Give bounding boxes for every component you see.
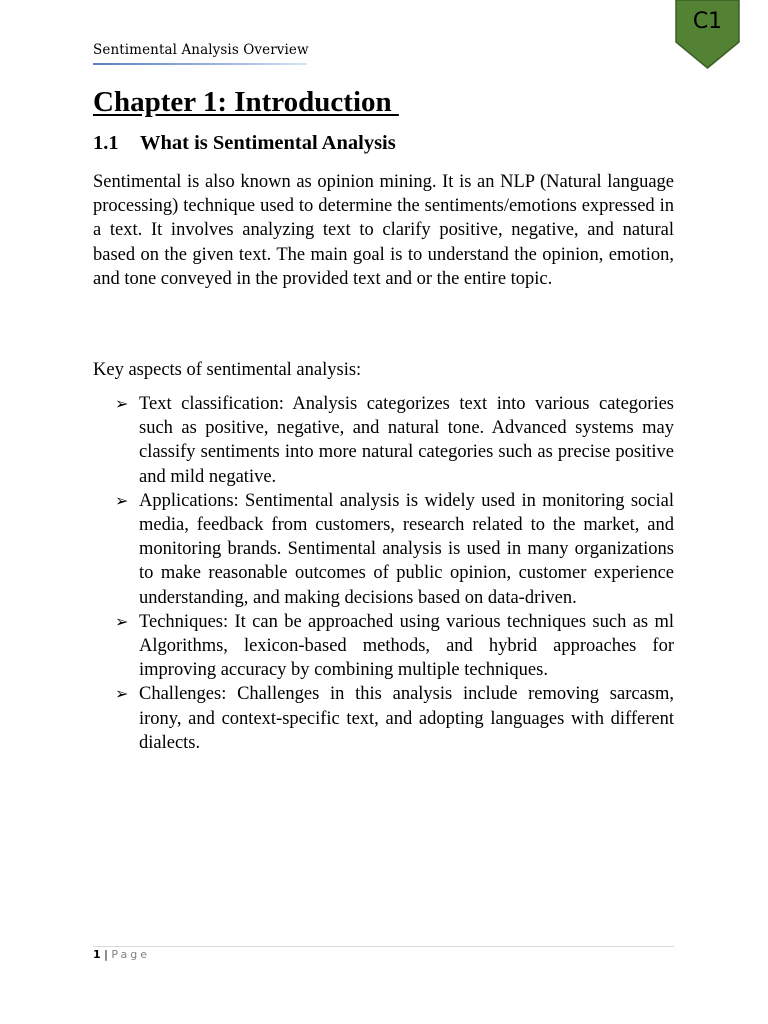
list-item-text: Challenges: Challenges in this analysis include removing sarcasm, irony, and context-specific text, and adopting languages with different dialects. [139, 684, 674, 753]
intro-paragraph: Sentimental is also known as opinion mining. It is an NLP (Natural language processing) technique used to determine the sentiments/emotions expressed in a text. It involves analyzing text to clarify positive, negative, and natural based on the given text. The main goal is to understand the opinion, emotion, and tone conveyed in the provided text and or the entire topic. [93, 172, 674, 289]
list-item-text: Techniques: It can be approached using various techniques such as ml Algorithms, lexicon-based methods, and hybrid approaches for improving accuracy by combining multiple techniques. [139, 611, 674, 681]
page-footer [93, 948, 150, 961]
key-aspects-list [93, 392, 674, 755]
list-item [93, 489, 674, 610]
arrow-bullet-icon: ➢ [115, 394, 129, 413]
list-item [93, 682, 674, 755]
footer-separator: | [104, 948, 108, 961]
list-item-text: Text classification: Analysis categorizes text into various categories such as positive, negative, and natural tone. Advanced systems may classify sentiments into more natural categories such as precise positive and mild negative. [139, 394, 674, 487]
list-item-text: Applications: Sentimental analysis is widely used in monitoring social media, feedback from customers, research related to the market, and monitoring brands. Sentimental analysis is used in many organizations to make reasonable outcomes of public opinion, customer experience understanding, and making decisions based on data-driven. [139, 490, 674, 608]
header-divider [93, 63, 307, 65]
chapter-title: Chapter 1: Introduction [93, 86, 399, 118]
arrow-bullet-icon: ➢ [115, 611, 129, 631]
list-item [93, 610, 674, 683]
page-number: 1 [93, 948, 101, 961]
section-title: What is Sentimental Analysis [140, 132, 396, 154]
section-heading [93, 132, 396, 155]
key-aspects-heading: Key aspects of sentimental analysis: [93, 360, 362, 380]
page-label: Page [111, 948, 151, 961]
list-item [93, 392, 674, 489]
running-header: Sentimental Analysis Overview [93, 42, 309, 58]
footer-divider [93, 946, 674, 947]
arrow-bullet-icon: ➢ [115, 684, 129, 704]
section-number: 1.1 [93, 132, 119, 154]
chapter-badge-label: C1 [692, 9, 723, 34]
chapter-badge [675, 0, 740, 70]
arrow-bullet-icon: ➢ [115, 490, 129, 510]
